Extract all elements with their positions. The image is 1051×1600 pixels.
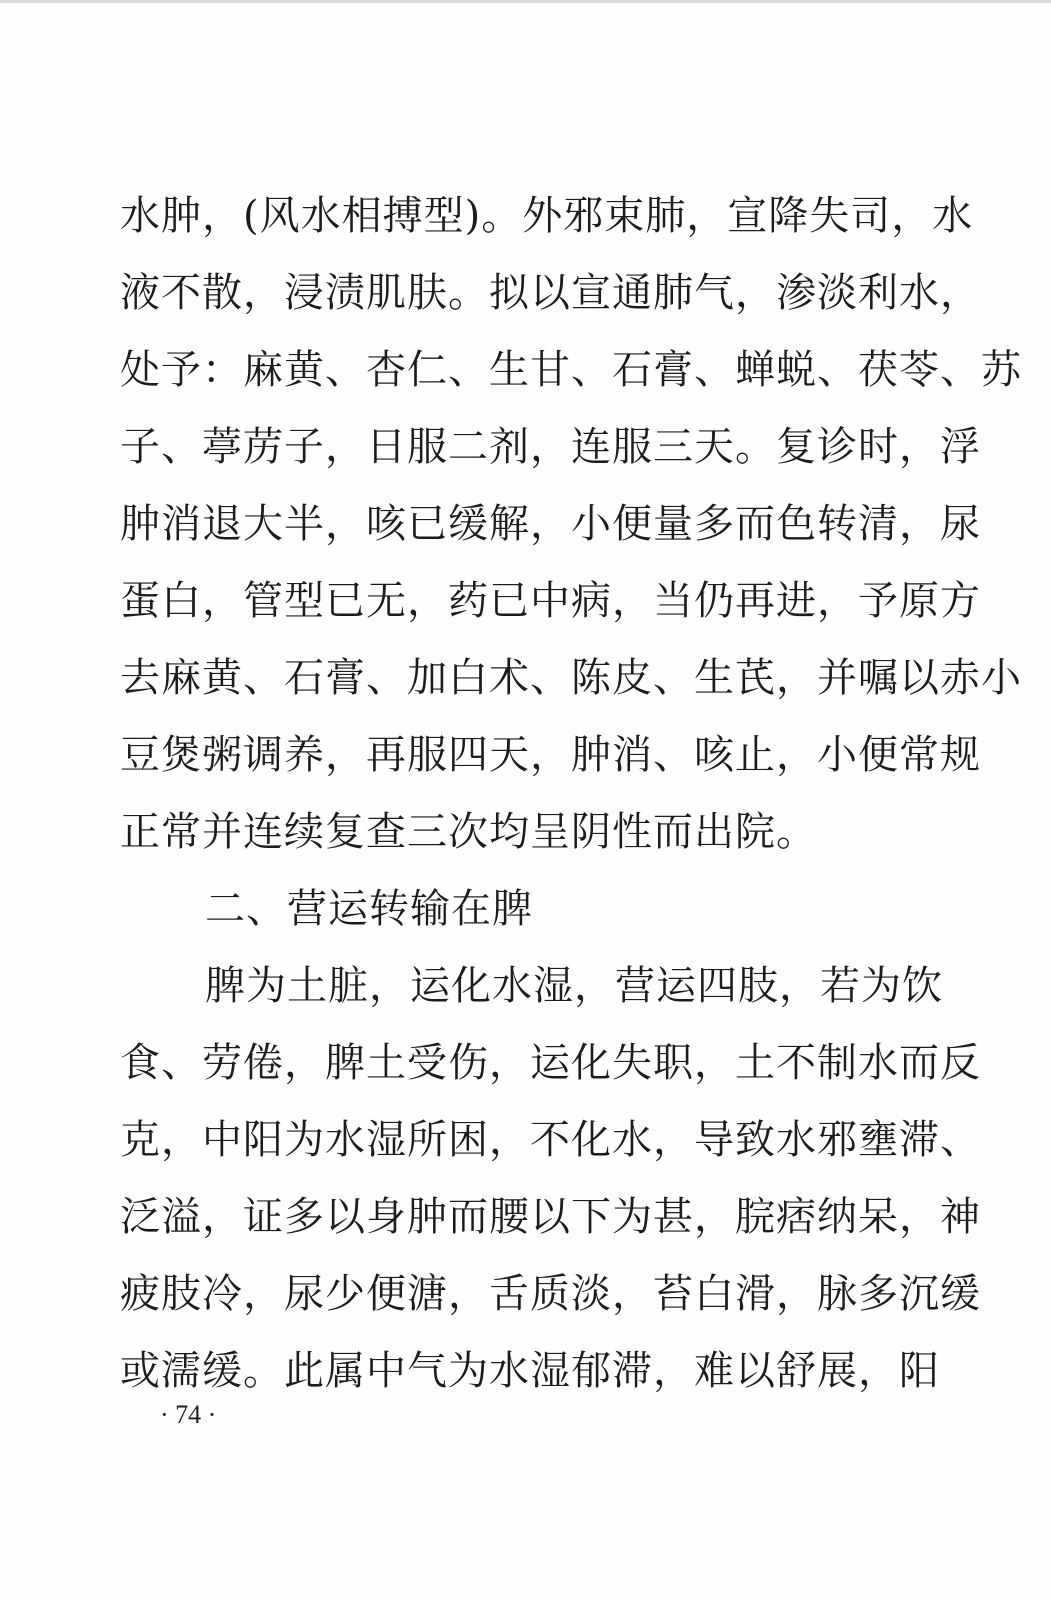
text-line: 或濡缓。此属中气为水湿郁滞，难以舒展，阳: [120, 1348, 940, 1394]
text-line: 食、劳倦，脾土受伤，运化失职，土不制水而反: [120, 1040, 981, 1086]
text-line: 处予：麻黄、杏仁、生甘、石膏、蝉蜕、茯苓、苏: [120, 347, 1022, 393]
text-line: 子、葶苈子，日服二剂，连服三天。复诊时，浮: [120, 424, 981, 470]
text-line: 液不散，浸渍肌肤。拟以宣通肺气，渗淡利水，: [120, 270, 981, 316]
body-text: [120, 178, 1022, 1410]
section-heading: 二、营运转输在脾: [205, 886, 533, 932]
text-line: 克，中阳为水湿所困，不化水，导致水邪壅滞、: [120, 1117, 981, 1163]
text-line: 疲肢冷，尿少便溏，舌质淡，苔白滑，脉多沉缓: [120, 1271, 981, 1317]
text-line: 蛋白，管型已无，药已中病，当仍再进，予原方: [120, 578, 981, 624]
text-line: 去麻黄、石膏、加白术、陈皮、生芪，并嘱以赤小: [120, 655, 1022, 701]
text-line: 豆煲粥调养，再服四天，肿消、咳止，小便常规: [120, 732, 981, 778]
page-top-edge: [0, 0, 1051, 3]
text-line: 肿消退大半，咳已缓解，小便量多而色转清，尿: [120, 501, 981, 547]
text-line: 水肿，(风水相搏型)。外邪束肺，宣降失司，水: [120, 193, 974, 239]
page-number: · 74 ·: [160, 1400, 217, 1429]
text-line: 泛溢，证多以身肿而腰以下为甚，脘痞纳呆，神: [120, 1194, 981, 1240]
text-line: 脾为土脏，运化水湿，营运四肢，若为饮: [205, 963, 943, 1009]
text-line: 正常并连续复查三次均呈阴性而出院。: [120, 809, 817, 855]
